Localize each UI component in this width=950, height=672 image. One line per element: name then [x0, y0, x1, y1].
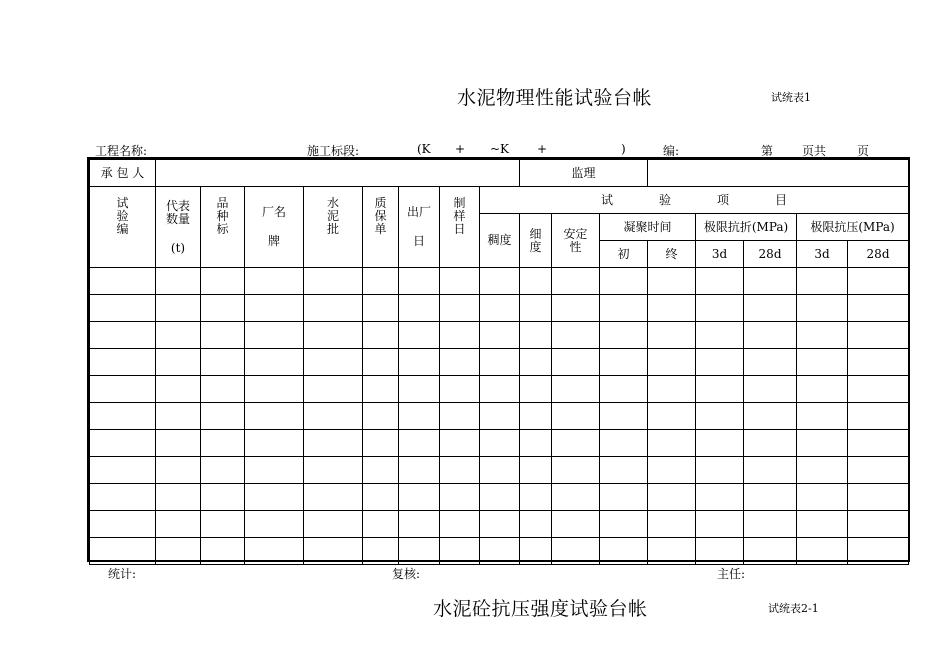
table-cell[interactable]: [600, 538, 648, 565]
table-cell[interactable]: [744, 403, 797, 430]
table-cell[interactable]: [90, 376, 156, 403]
table-row: [90, 457, 909, 484]
table-cell[interactable]: [440, 322, 480, 349]
table-cell[interactable]: [156, 430, 201, 457]
table-cell[interactable]: [399, 295, 440, 322]
table-cell[interactable]: [600, 511, 648, 538]
header-initial: 初: [600, 241, 648, 268]
header-out-date: 出厂 日: [399, 187, 440, 268]
table-cell[interactable]: [520, 511, 552, 538]
table-cell[interactable]: [245, 457, 304, 484]
supervision-value[interactable]: [648, 160, 909, 187]
header-compressive: 极限抗压(MPa): [797, 214, 909, 241]
table-cell[interactable]: [648, 538, 696, 565]
table-cell[interactable]: [201, 538, 245, 565]
table-cell[interactable]: [304, 403, 363, 430]
table-cell[interactable]: [648, 457, 696, 484]
table-cell[interactable]: [520, 484, 552, 511]
table-cell[interactable]: [440, 295, 480, 322]
table-cell[interactable]: [363, 484, 399, 511]
table-cell[interactable]: [201, 484, 245, 511]
table-cell[interactable]: [848, 403, 909, 430]
table-cell[interactable]: [797, 457, 848, 484]
table-cell[interactable]: [201, 457, 245, 484]
data-rows: [90, 268, 909, 565]
table-cell[interactable]: [552, 376, 600, 403]
table-cell[interactable]: [201, 376, 245, 403]
table-cell[interactable]: [648, 376, 696, 403]
table-cell[interactable]: [399, 430, 440, 457]
header-quality-cert: 质保单: [363, 187, 399, 268]
table-cell[interactable]: [90, 322, 156, 349]
table-cell[interactable]: [600, 295, 648, 322]
second-title: 水泥砼抗压强度试验台帐: [433, 598, 648, 620]
plus-sign: +: [455, 142, 466, 156]
table-cell[interactable]: [245, 268, 304, 295]
table-cell[interactable]: [304, 376, 363, 403]
table-cell[interactable]: [797, 484, 848, 511]
table-cell[interactable]: [440, 484, 480, 511]
table-row: [90, 511, 909, 538]
table-cell[interactable]: [201, 322, 245, 349]
table-cell[interactable]: [90, 457, 156, 484]
k-to-label: ~K: [490, 142, 510, 156]
table-cell[interactable]: [696, 484, 744, 511]
table-cell[interactable]: [648, 511, 696, 538]
table-cell[interactable]: [480, 403, 520, 430]
table-cell[interactable]: [363, 403, 399, 430]
table-cell[interactable]: [480, 376, 520, 403]
table-cell[interactable]: [201, 349, 245, 376]
table-cell[interactable]: [696, 538, 744, 565]
project-name-label: 工程名称:: [95, 144, 148, 158]
table-cell[interactable]: [399, 322, 440, 349]
table-row: [90, 268, 909, 295]
header-test-no: 试验编: [90, 187, 156, 268]
header-row-1: [90, 187, 909, 214]
header-flexural-3d: 3d: [696, 241, 744, 268]
director-label: 主任:: [717, 567, 746, 581]
header-consistency: 稠度: [480, 214, 520, 268]
table-cell[interactable]: [848, 430, 909, 457]
header-setting-time: 凝聚时间: [600, 214, 696, 241]
table-cell[interactable]: [201, 268, 245, 295]
table-cell[interactable]: [600, 322, 648, 349]
table-cell[interactable]: [156, 484, 201, 511]
table-cell[interactable]: [245, 511, 304, 538]
table-cell[interactable]: [797, 538, 848, 565]
table-cell[interactable]: [797, 403, 848, 430]
plus-sign: +: [537, 142, 548, 156]
table-cell[interactable]: [201, 430, 245, 457]
table-cell[interactable]: [696, 430, 744, 457]
table-cell[interactable]: [90, 484, 156, 511]
table-cell[interactable]: [245, 430, 304, 457]
table-cell[interactable]: [797, 268, 848, 295]
table-cell[interactable]: [363, 511, 399, 538]
table-row: [90, 403, 909, 430]
table-cell[interactable]: [440, 403, 480, 430]
table-cell[interactable]: [648, 349, 696, 376]
table-cell[interactable]: [399, 511, 440, 538]
table-cell[interactable]: [440, 430, 480, 457]
table-cell[interactable]: [440, 538, 480, 565]
recheck-label: 复核:: [392, 567, 421, 581]
table-cell[interactable]: [399, 484, 440, 511]
table-cell[interactable]: [744, 295, 797, 322]
table-cell[interactable]: [744, 349, 797, 376]
table-cell[interactable]: [201, 511, 245, 538]
table-cell[interactable]: [245, 295, 304, 322]
table-cell[interactable]: [90, 511, 156, 538]
section-label: 施工标段:: [307, 144, 360, 158]
table-cell[interactable]: [744, 268, 797, 295]
edit-label: 编:: [663, 144, 680, 158]
table-cell[interactable]: [848, 268, 909, 295]
table-cell[interactable]: [480, 457, 520, 484]
table-cell[interactable]: [744, 430, 797, 457]
table-cell[interactable]: [696, 349, 744, 376]
table-cell[interactable]: [304, 295, 363, 322]
table-cell[interactable]: [848, 322, 909, 349]
table-cell[interactable]: [440, 376, 480, 403]
table-cell[interactable]: [304, 268, 363, 295]
table-cell[interactable]: [245, 538, 304, 565]
table-cell[interactable]: [480, 538, 520, 565]
table-cell[interactable]: [552, 268, 600, 295]
table-cell[interactable]: [520, 457, 552, 484]
table-cell[interactable]: [363, 268, 399, 295]
table-cell[interactable]: [363, 457, 399, 484]
table-cell[interactable]: [797, 322, 848, 349]
header-flexural-28d: 28d: [744, 241, 797, 268]
table-cell[interactable]: [696, 511, 744, 538]
table-cell[interactable]: [440, 511, 480, 538]
table-cell[interactable]: [696, 376, 744, 403]
table-cell[interactable]: [797, 295, 848, 322]
table-cell[interactable]: [552, 457, 600, 484]
header-compressive-28d: 28d: [848, 241, 909, 268]
table-cell[interactable]: [156, 322, 201, 349]
table-cell[interactable]: [696, 268, 744, 295]
table-cell[interactable]: [90, 268, 156, 295]
table-cell[interactable]: [440, 268, 480, 295]
table-cell[interactable]: [520, 268, 552, 295]
table-cell[interactable]: [156, 403, 201, 430]
table-cell[interactable]: [696, 403, 744, 430]
table-cell[interactable]: [520, 349, 552, 376]
table-cell[interactable]: [552, 538, 600, 565]
table-cell[interactable]: [600, 376, 648, 403]
header-flexural: 极限抗折(MPa): [696, 214, 797, 241]
table-cell[interactable]: [552, 322, 600, 349]
table-cell[interactable]: [520, 295, 552, 322]
table-cell[interactable]: [304, 538, 363, 565]
table-cell[interactable]: [399, 538, 440, 565]
header-fineness: 细度: [520, 214, 552, 268]
table-cell[interactable]: [797, 511, 848, 538]
table-cell[interactable]: [399, 349, 440, 376]
header-variety: 品种标: [201, 187, 245, 268]
table-cell[interactable]: [363, 538, 399, 565]
header-rep-qty: 代表数量 (t): [156, 187, 201, 268]
table-cell[interactable]: [520, 538, 552, 565]
k-from-label: (K: [417, 142, 431, 156]
table-cell[interactable]: [440, 457, 480, 484]
header-final: 终: [648, 241, 696, 268]
table-cell[interactable]: [363, 322, 399, 349]
table-cell[interactable]: [744, 457, 797, 484]
table-cell[interactable]: [648, 430, 696, 457]
table-cell[interactable]: [744, 484, 797, 511]
table-cell[interactable]: [797, 376, 848, 403]
table-cell[interactable]: [304, 484, 363, 511]
table-cell[interactable]: [399, 457, 440, 484]
table-row: [90, 295, 909, 322]
table-cell[interactable]: [90, 349, 156, 376]
table-cell[interactable]: [648, 295, 696, 322]
table-cell[interactable]: [797, 349, 848, 376]
table-cell[interactable]: [696, 322, 744, 349]
table-cell[interactable]: [245, 484, 304, 511]
table-cell[interactable]: [363, 349, 399, 376]
table-cell[interactable]: [520, 322, 552, 349]
table-cell[interactable]: [90, 430, 156, 457]
table-cell[interactable]: [156, 268, 201, 295]
table-cell[interactable]: [648, 403, 696, 430]
table-cell[interactable]: [520, 403, 552, 430]
contractor-value[interactable]: [156, 160, 520, 187]
table-cell[interactable]: [696, 295, 744, 322]
table-cell[interactable]: [90, 538, 156, 565]
table-cell[interactable]: [848, 349, 909, 376]
page-total-label: 页共: [802, 144, 827, 158]
table-cell[interactable]: [648, 268, 696, 295]
table-cell[interactable]: [480, 484, 520, 511]
table-cell[interactable]: [440, 349, 480, 376]
table-cell[interactable]: [90, 403, 156, 430]
table-cell[interactable]: [797, 430, 848, 457]
table-cell[interactable]: [399, 376, 440, 403]
table-row: [90, 430, 909, 457]
table-cell[interactable]: [520, 430, 552, 457]
page-title: 水泥物理性能试验台帐: [457, 87, 653, 109]
table-cell[interactable]: [552, 295, 600, 322]
header-factory: 厂名 牌: [245, 187, 304, 268]
table-cell[interactable]: [304, 457, 363, 484]
table-cell[interactable]: [304, 322, 363, 349]
table-cell[interactable]: [245, 403, 304, 430]
table-cell[interactable]: [552, 430, 600, 457]
table-cell[interactable]: [363, 376, 399, 403]
table-row: [90, 376, 909, 403]
table-cell[interactable]: [848, 376, 909, 403]
table-cell[interactable]: [480, 349, 520, 376]
second-form-number: 试统表2-1: [768, 602, 819, 615]
table-cell[interactable]: [480, 322, 520, 349]
table-cell[interactable]: [744, 538, 797, 565]
table-cell[interactable]: [156, 538, 201, 565]
header-cement-batch: 水泥批: [304, 187, 363, 268]
table-cell[interactable]: [552, 484, 600, 511]
table-cell[interactable]: [363, 295, 399, 322]
table-row: [90, 349, 909, 376]
table-cell[interactable]: [201, 295, 245, 322]
table-cell[interactable]: [363, 430, 399, 457]
table-cell[interactable]: [848, 457, 909, 484]
table-cell[interactable]: [600, 430, 648, 457]
contractor-row: [90, 160, 909, 187]
table-cell[interactable]: [399, 403, 440, 430]
table-cell[interactable]: [744, 322, 797, 349]
table-cell[interactable]: [744, 511, 797, 538]
table-cell[interactable]: [848, 511, 909, 538]
table-cell[interactable]: [600, 403, 648, 430]
table-cell[interactable]: [245, 322, 304, 349]
table-cell[interactable]: [848, 295, 909, 322]
table-cell[interactable]: [304, 430, 363, 457]
page-end-label: 页: [857, 144, 870, 158]
table-cell[interactable]: [480, 430, 520, 457]
table-cell[interactable]: [156, 295, 201, 322]
table-cell[interactable]: [245, 349, 304, 376]
table-row: [90, 322, 909, 349]
stats-label: 统计:: [108, 567, 137, 581]
table-cell[interactable]: [552, 511, 600, 538]
table-cell[interactable]: [304, 349, 363, 376]
table-row: [90, 538, 909, 565]
table-cell[interactable]: [552, 403, 600, 430]
table-cell[interactable]: [552, 349, 600, 376]
table-cell[interactable]: [648, 322, 696, 349]
table-cell[interactable]: [648, 484, 696, 511]
table-cell[interactable]: [696, 457, 744, 484]
table-cell[interactable]: [600, 268, 648, 295]
table-cell[interactable]: [480, 268, 520, 295]
header-compressive-3d: 3d: [797, 241, 848, 268]
table-cell[interactable]: [201, 403, 245, 430]
table-cell[interactable]: [848, 484, 909, 511]
paren-close: ): [621, 142, 626, 156]
header-sample-date: 制样日: [440, 187, 480, 268]
table-cell[interactable]: [399, 268, 440, 295]
supervision-label: 监理: [520, 160, 648, 187]
table-cell[interactable]: [600, 349, 648, 376]
table-cell[interactable]: [156, 457, 201, 484]
table-cell[interactable]: [480, 295, 520, 322]
table-cell[interactable]: [90, 295, 156, 322]
table-cell[interactable]: [156, 349, 201, 376]
table-cell[interactable]: [304, 511, 363, 538]
table-cell[interactable]: [480, 511, 520, 538]
table-cell[interactable]: [156, 511, 201, 538]
table-cell[interactable]: [744, 376, 797, 403]
table-cell[interactable]: [600, 457, 648, 484]
header-soundness: 安定 性: [552, 214, 600, 268]
table-cell[interactable]: [600, 484, 648, 511]
table-row: [90, 484, 909, 511]
table-cell[interactable]: [848, 538, 909, 565]
contractor-label: 承 包 人: [90, 160, 156, 187]
page-number-label: 第: [761, 144, 774, 158]
table-cell[interactable]: [520, 376, 552, 403]
ledger-table: [87, 157, 910, 562]
form-number: 试统表1: [771, 91, 811, 104]
header-test-items: 试 验 项 目: [480, 187, 909, 214]
table-cell[interactable]: [245, 376, 304, 403]
table-cell[interactable]: [156, 376, 201, 403]
